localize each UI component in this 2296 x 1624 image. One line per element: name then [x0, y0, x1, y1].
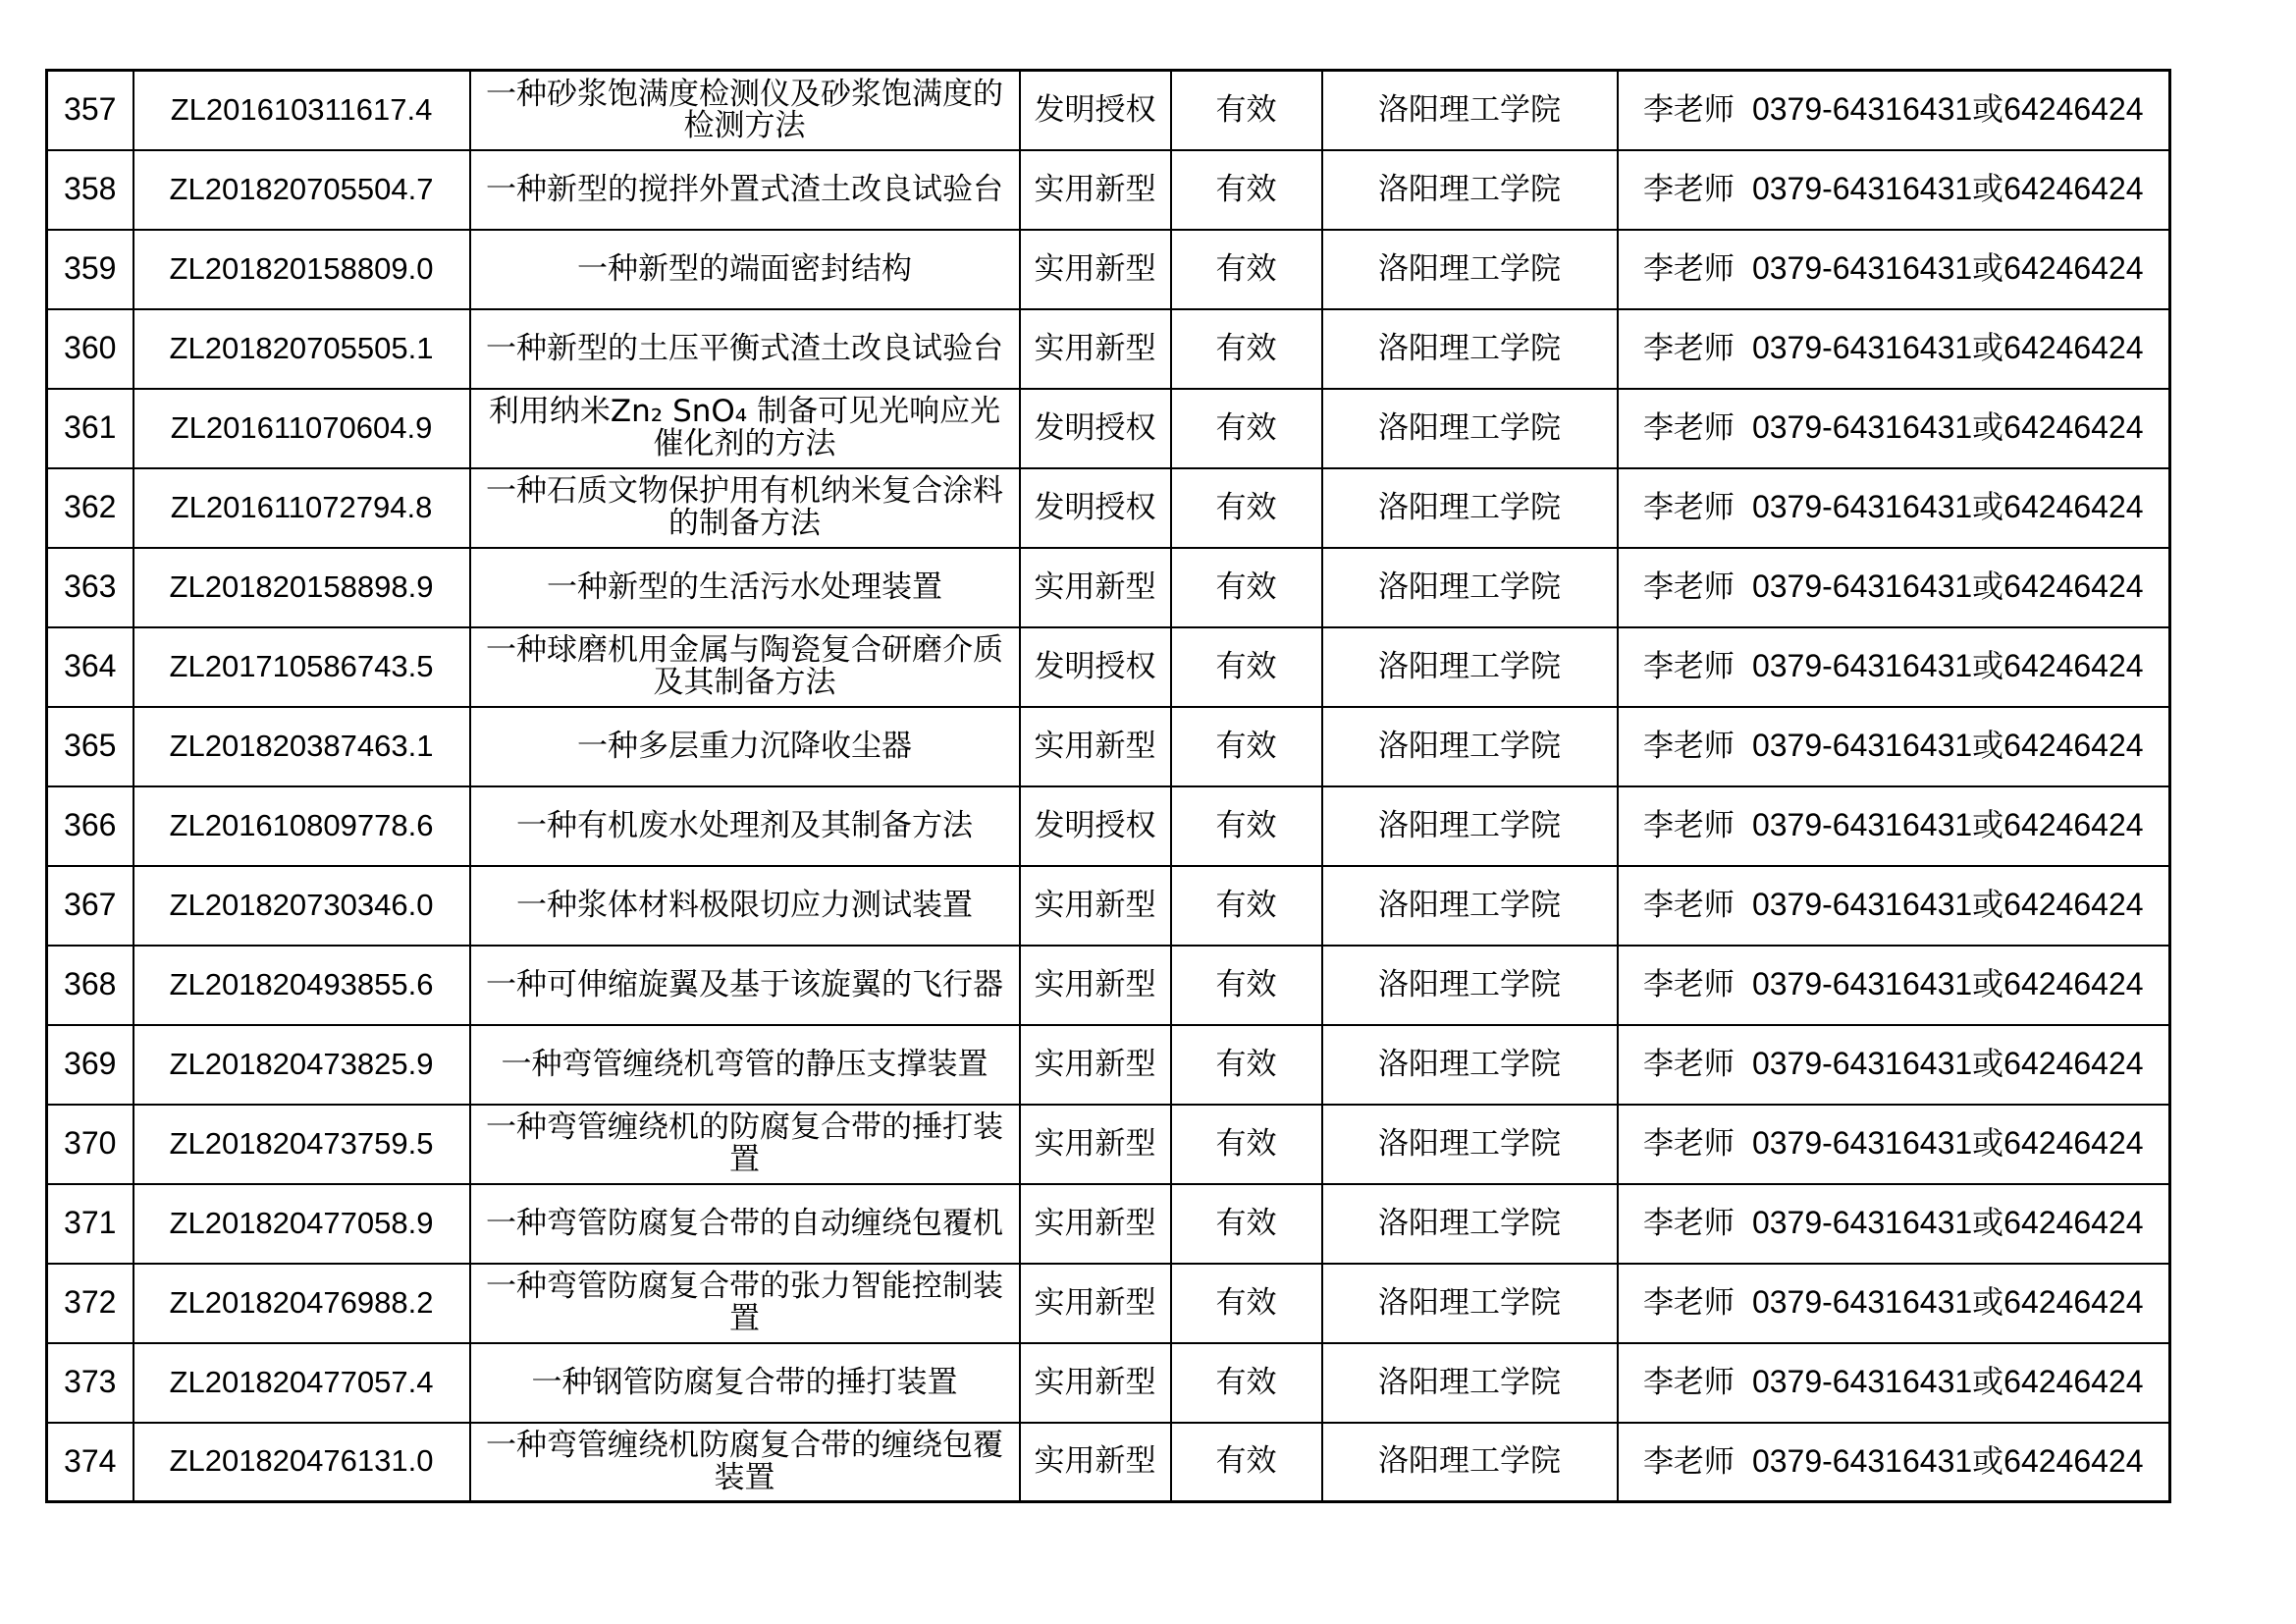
- patent-title: 一种弯管缠绕机的防腐复合带的捶打装置: [486, 1110, 1003, 1177]
- patent-type: 发明授权: [1034, 648, 1156, 684]
- row-number: 374: [64, 1442, 117, 1479]
- table-row: [47, 1025, 2170, 1105]
- patent-id: ZL201610311617.4: [170, 91, 433, 127]
- patent-title: 一种弯管防腐复合带的自动缠绕包覆机: [486, 1205, 1003, 1241]
- patent-owner: 洛阳理工学院: [1378, 91, 1561, 128]
- patent-id: ZL201820705504.7: [169, 171, 434, 206]
- table-row: [47, 1105, 2170, 1184]
- row-number: 371: [64, 1205, 117, 1241]
- patent-owner-cell: [1322, 1105, 1618, 1184]
- patent-status: 有效: [1215, 489, 1277, 525]
- contact-cell: [1618, 1264, 2170, 1343]
- patent-status: 有效: [1215, 1364, 1277, 1400]
- patent-owner: 洛阳理工学院: [1378, 171, 1561, 207]
- patent-title-cell: [470, 1025, 1020, 1105]
- patent-title-cell: [470, 1264, 1020, 1343]
- patent-status-cell: [1171, 150, 1322, 230]
- row-number: 369: [64, 1046, 117, 1082]
- patent-owner-cell: [1322, 866, 1618, 946]
- patent-status: 有效: [1215, 887, 1277, 923]
- patent-type-cell: [1020, 707, 1171, 786]
- patent-id: ZL201820476131.0: [169, 1443, 434, 1479]
- row-number-cell: [47, 1343, 133, 1423]
- patent-type: 实用新型: [1034, 568, 1156, 605]
- patent-table-body: [47, 71, 2170, 1502]
- table-row: [47, 309, 2170, 389]
- row-number: 365: [64, 728, 117, 764]
- row-number: 373: [64, 1364, 117, 1400]
- patent-owner: 洛阳理工学院: [1378, 966, 1561, 1002]
- patent-id-cell: [133, 71, 470, 150]
- table-row: [47, 786, 2170, 866]
- contact-name: 李老师: [1642, 729, 1735, 765]
- table-row: [47, 1264, 2170, 1343]
- patent-status: 有效: [1215, 91, 1277, 128]
- patent-type-cell: [1020, 230, 1171, 309]
- patent-owner-cell: [1322, 230, 1618, 309]
- contact-name: 李老师: [1642, 1285, 1735, 1322]
- row-number: 367: [64, 887, 117, 923]
- row-number-cell: [47, 230, 133, 309]
- contact-name: 李老师: [1642, 1126, 1735, 1163]
- patent-status: 有效: [1215, 728, 1277, 764]
- table-row: [47, 1343, 2170, 1423]
- patent-title-cell: [470, 71, 1020, 150]
- patent-title-cell: [470, 627, 1020, 707]
- contact-name: 李老师: [1642, 1047, 1735, 1083]
- patent-type: 发明授权: [1034, 807, 1156, 843]
- patent-title: 一种多层重力沉降收尘器: [577, 728, 912, 764]
- patent-type: 实用新型: [1034, 1205, 1156, 1241]
- patent-owner-cell: [1322, 1025, 1618, 1105]
- patent-status: 有效: [1215, 171, 1277, 207]
- patent-type-cell: [1020, 548, 1171, 627]
- contact-cell: [1618, 71, 2170, 150]
- patent-title-cell: [470, 786, 1020, 866]
- patent-id-cell: [133, 1105, 470, 1184]
- contact-name: 李老师: [1642, 888, 1735, 924]
- patent-status: 有效: [1215, 1205, 1277, 1241]
- contact-name: 李老师: [1642, 569, 1735, 606]
- patent-owner-cell: [1322, 1423, 1618, 1502]
- patent-title: 一种新型的端面密封结构: [577, 250, 912, 287]
- patent-type-cell: [1020, 1423, 1171, 1502]
- patent-list-sheet: [45, 69, 2168, 1503]
- patent-owner-cell: [1322, 1264, 1618, 1343]
- contact-phone: 0379-64316431或64246424: [1751, 1125, 2144, 1162]
- table-row: [47, 627, 2170, 707]
- row-number: 362: [64, 489, 117, 525]
- patent-type-cell: [1020, 309, 1171, 389]
- patent-title-cell: [470, 1423, 1020, 1502]
- patent-status-cell: [1171, 71, 1322, 150]
- patent-type-cell: [1020, 866, 1171, 946]
- patent-status: 有效: [1215, 1125, 1277, 1162]
- contact-cell: [1618, 627, 2170, 707]
- contact-cell: [1618, 786, 2170, 866]
- patent-title-cell: [470, 707, 1020, 786]
- patent-status-cell: [1171, 1423, 1322, 1502]
- patent-title: 一种砂浆饱满度检测仪及砂浆饱满度的检测方法: [486, 76, 1003, 144]
- patent-status-cell: [1171, 230, 1322, 309]
- table-row: [47, 866, 2170, 946]
- patent-id-cell: [133, 1423, 470, 1502]
- patent-id: ZL201820158898.9: [169, 568, 434, 604]
- row-number-cell: [47, 309, 133, 389]
- row-number: 359: [64, 250, 117, 287]
- contact-name: 李老师: [1642, 808, 1735, 844]
- table-row: [47, 1184, 2170, 1264]
- patent-owner: 洛阳理工学院: [1378, 648, 1561, 684]
- row-number: 363: [64, 568, 117, 605]
- patent-status-cell: [1171, 1264, 1322, 1343]
- patent-owner: 洛阳理工学院: [1378, 1364, 1561, 1400]
- patent-owner-cell: [1322, 389, 1618, 468]
- patent-type: 发明授权: [1034, 91, 1156, 128]
- row-number-cell: [47, 1264, 133, 1343]
- contact-phone: 0379-64316431或64246424: [1751, 966, 2144, 1002]
- row-number-cell: [47, 468, 133, 548]
- patent-title-cell: [470, 230, 1020, 309]
- patent-owner-cell: [1322, 150, 1618, 230]
- contact-phone: 0379-64316431或64246424: [1751, 91, 2144, 128]
- table-row: [47, 230, 2170, 309]
- row-number-cell: [47, 150, 133, 230]
- row-number-cell: [47, 1423, 133, 1502]
- patent-type: 实用新型: [1034, 887, 1156, 923]
- contact-phone: 0379-64316431或64246424: [1751, 568, 2144, 605]
- patent-type: 发明授权: [1034, 489, 1156, 525]
- contact-cell: [1618, 309, 2170, 389]
- patent-status-cell: [1171, 389, 1322, 468]
- patent-id-cell: [133, 150, 470, 230]
- row-number-cell: [47, 1025, 133, 1105]
- patent-type: 实用新型: [1034, 1443, 1156, 1480]
- patent-type: 实用新型: [1034, 1364, 1156, 1400]
- patent-title-cell: [470, 548, 1020, 627]
- patent-status-cell: [1171, 1105, 1322, 1184]
- table-row: [47, 946, 2170, 1025]
- patent-title: 一种石质文物保护用有机纳米复合涂料的制备方法: [486, 473, 1003, 541]
- contact-name: 李老师: [1642, 251, 1735, 288]
- row-number-cell: [47, 71, 133, 150]
- patent-type: 实用新型: [1034, 250, 1156, 287]
- patent-status-cell: [1171, 548, 1322, 627]
- patent-owner: 洛阳理工学院: [1378, 409, 1561, 446]
- patent-type-cell: [1020, 1105, 1171, 1184]
- patent-owner: 洛阳理工学院: [1378, 728, 1561, 764]
- contact-phone: 0379-64316431或64246424: [1751, 728, 2144, 764]
- contact-phone: 0379-64316431或64246424: [1751, 648, 2144, 684]
- patent-title: 一种弯管缠绕机弯管的静压支撑装置: [501, 1046, 988, 1082]
- patent-title: 一种弯管缠绕机防腐复合带的缠绕包覆装置: [486, 1428, 1003, 1495]
- patent-type-cell: [1020, 1184, 1171, 1264]
- patent-type-cell: [1020, 627, 1171, 707]
- patent-owner-cell: [1322, 71, 1618, 150]
- row-number-cell: [47, 389, 133, 468]
- patent-id: ZL201710586743.5: [169, 648, 434, 683]
- patent-title: 一种可伸缩旋翼及基于该旋翼的飞行器: [486, 966, 1003, 1002]
- contact-cell: [1618, 946, 2170, 1025]
- patent-id-cell: [133, 1025, 470, 1105]
- patent-title: 利用纳米Zn₂ SnO₄ 制备可见光响应光催化剂的方法: [488, 394, 1001, 461]
- contact-phone: 0379-64316431或64246424: [1751, 807, 2144, 843]
- contact-phone: 0379-64316431或64246424: [1751, 887, 2144, 923]
- contact-cell: [1618, 389, 2170, 468]
- contact-cell: [1618, 548, 2170, 627]
- row-number: 361: [64, 409, 117, 446]
- patent-id-cell: [133, 707, 470, 786]
- patent-status-cell: [1171, 1343, 1322, 1423]
- patent-status-cell: [1171, 946, 1322, 1025]
- patent-title-cell: [470, 468, 1020, 548]
- patent-type-cell: [1020, 71, 1171, 150]
- patent-id: ZL201820473825.9: [169, 1046, 434, 1081]
- patent-type-cell: [1020, 1264, 1171, 1343]
- contact-cell: [1618, 230, 2170, 309]
- patent-status-cell: [1171, 786, 1322, 866]
- contact-name: 李老师: [1642, 490, 1735, 526]
- patent-id: ZL201820158809.0: [169, 250, 434, 286]
- patent-id: ZL201820477058.9: [169, 1205, 434, 1240]
- patent-status: 有效: [1215, 807, 1277, 843]
- patent-status: 有效: [1215, 568, 1277, 605]
- patent-owner: 洛阳理工学院: [1378, 330, 1561, 366]
- patent-status: 有效: [1215, 409, 1277, 446]
- contact-phone: 0379-64316431或64246424: [1751, 250, 2144, 287]
- patent-owner: 洛阳理工学院: [1378, 568, 1561, 605]
- patent-type-cell: [1020, 786, 1171, 866]
- row-number-cell: [47, 866, 133, 946]
- contact-cell: [1618, 1423, 2170, 1502]
- contact-name: 李老师: [1642, 410, 1735, 447]
- patent-title-cell: [470, 866, 1020, 946]
- row-number-cell: [47, 1105, 133, 1184]
- patent-title: 一种新型的搅拌外置式渣土改良试验台: [486, 171, 1003, 207]
- table-row: [47, 389, 2170, 468]
- patent-owner: 洛阳理工学院: [1378, 1046, 1561, 1082]
- contact-name: 李老师: [1642, 172, 1735, 208]
- contact-cell: [1618, 1105, 2170, 1184]
- patent-status: 有效: [1215, 1046, 1277, 1082]
- patent-id: ZL201820387463.1: [169, 728, 434, 763]
- row-number-cell: [47, 1184, 133, 1264]
- patent-id-cell: [133, 548, 470, 627]
- contact-name: 李老师: [1642, 1443, 1735, 1480]
- contact-cell: [1618, 1025, 2170, 1105]
- row-number: 357: [64, 91, 117, 128]
- patent-status: 有效: [1215, 250, 1277, 287]
- patent-type-cell: [1020, 946, 1171, 1025]
- row-number: 360: [64, 330, 117, 366]
- contact-phone: 0379-64316431或64246424: [1751, 1046, 2144, 1082]
- patent-type: 实用新型: [1034, 728, 1156, 764]
- contact-name: 李老师: [1642, 967, 1735, 1003]
- patent-table: [45, 69, 2171, 1503]
- patent-title-cell: [470, 389, 1020, 468]
- patent-id: ZL201611070604.9: [170, 409, 433, 445]
- patent-type-cell: [1020, 468, 1171, 548]
- patent-status-cell: [1171, 1025, 1322, 1105]
- patent-id: ZL201610809778.6: [169, 807, 434, 842]
- patent-owner-cell: [1322, 627, 1618, 707]
- patent-id-cell: [133, 866, 470, 946]
- patent-status-cell: [1171, 309, 1322, 389]
- patent-title-cell: [470, 1184, 1020, 1264]
- patent-title-cell: [470, 1343, 1020, 1423]
- patent-id: ZL201820705505.1: [169, 330, 434, 365]
- patent-status-cell: [1171, 468, 1322, 548]
- patent-type: 实用新型: [1034, 171, 1156, 207]
- contact-phone: 0379-64316431或64246424: [1751, 1364, 2144, 1400]
- patent-owner: 洛阳理工学院: [1378, 1205, 1561, 1241]
- contact-phone: 0379-64316431或64246424: [1751, 1284, 2144, 1321]
- contact-phone: 0379-64316431或64246424: [1751, 489, 2144, 525]
- contact-name: 李老师: [1642, 331, 1735, 367]
- patent-title-cell: [470, 309, 1020, 389]
- row-number: 366: [64, 807, 117, 843]
- patent-id: ZL201820473759.5: [169, 1125, 434, 1161]
- row-number-cell: [47, 946, 133, 1025]
- patent-status-cell: [1171, 1184, 1322, 1264]
- row-number-cell: [47, 707, 133, 786]
- patent-status-cell: [1171, 627, 1322, 707]
- patent-owner-cell: [1322, 309, 1618, 389]
- patent-title-cell: [470, 1105, 1020, 1184]
- row-number: 358: [64, 171, 117, 207]
- contact-cell: [1618, 1343, 2170, 1423]
- row-number-cell: [47, 548, 133, 627]
- patent-id-cell: [133, 1264, 470, 1343]
- row-number: 368: [64, 966, 117, 1002]
- patent-type-cell: [1020, 1343, 1171, 1423]
- patent-title: 一种球磨机用金属与陶瓷复合研磨介质及其制备方法: [486, 632, 1003, 700]
- patent-owner: 洛阳理工学院: [1378, 489, 1561, 525]
- contact-cell: [1618, 1184, 2170, 1264]
- patent-owner: 洛阳理工学院: [1378, 250, 1561, 287]
- patent-status-cell: [1171, 707, 1322, 786]
- patent-type: 实用新型: [1034, 1046, 1156, 1082]
- contact-phone: 0379-64316431或64246424: [1751, 1442, 2144, 1479]
- patent-title: 一种有机废水处理剂及其制备方法: [516, 807, 973, 843]
- patent-title: 一种弯管防腐复合带的张力智能控制装置: [486, 1269, 1003, 1336]
- patent-owner: 洛阳理工学院: [1378, 1284, 1561, 1321]
- patent-id-cell: [133, 946, 470, 1025]
- row-number: 364: [64, 648, 117, 684]
- patent-status: 有效: [1215, 1443, 1277, 1480]
- patent-type: 实用新型: [1034, 330, 1156, 366]
- contact-name: 李老师: [1642, 92, 1735, 129]
- patent-status: 有效: [1215, 1284, 1277, 1321]
- row-number: 370: [64, 1125, 117, 1162]
- patent-type-cell: [1020, 389, 1171, 468]
- patent-owner-cell: [1322, 786, 1618, 866]
- contact-cell: [1618, 866, 2170, 946]
- patent-status: 有效: [1215, 330, 1277, 366]
- table-row: [47, 707, 2170, 786]
- patent-id-cell: [133, 309, 470, 389]
- table-row: [47, 548, 2170, 627]
- patent-id: ZL201820493855.6: [169, 966, 434, 1001]
- patent-owner-cell: [1322, 1184, 1618, 1264]
- patent-id: ZL201820477057.4: [169, 1364, 434, 1399]
- patent-id: ZL201611072794.8: [170, 489, 433, 524]
- patent-type-cell: [1020, 1025, 1171, 1105]
- patent-status-cell: [1171, 866, 1322, 946]
- patent-owner-cell: [1322, 707, 1618, 786]
- patent-title: 一种钢管防腐复合带的捶打装置: [531, 1364, 958, 1400]
- contact-name: 李老师: [1642, 1206, 1735, 1242]
- patent-title: 一种新型的生活污水处理装置: [547, 568, 942, 605]
- patent-id-cell: [133, 389, 470, 468]
- patent-id-cell: [133, 468, 470, 548]
- row-number: 372: [64, 1284, 117, 1321]
- patent-type: 实用新型: [1034, 1125, 1156, 1162]
- patent-owner: 洛阳理工学院: [1378, 1443, 1561, 1480]
- patent-id-cell: [133, 786, 470, 866]
- row-number-cell: [47, 627, 133, 707]
- patent-title: 一种新型的土压平衡式渣土改良试验台: [486, 330, 1003, 366]
- patent-owner-cell: [1322, 946, 1618, 1025]
- contact-cell: [1618, 707, 2170, 786]
- row-number-cell: [47, 786, 133, 866]
- patent-id-cell: [133, 627, 470, 707]
- patent-id-cell: [133, 1184, 470, 1264]
- patent-status: 有效: [1215, 966, 1277, 1002]
- patent-id: ZL201820476988.2: [169, 1284, 434, 1320]
- patent-type-cell: [1020, 150, 1171, 230]
- patent-type: 实用新型: [1034, 966, 1156, 1002]
- patent-owner: 洛阳理工学院: [1378, 807, 1561, 843]
- patent-id-cell: [133, 230, 470, 309]
- patent-owner-cell: [1322, 1343, 1618, 1423]
- contact-name: 李老师: [1642, 649, 1735, 685]
- table-row: [47, 1423, 2170, 1502]
- patent-status: 有效: [1215, 648, 1277, 684]
- patent-title: 一种浆体材料极限切应力测试装置: [516, 887, 973, 923]
- contact-cell: [1618, 150, 2170, 230]
- contact-phone: 0379-64316431或64246424: [1751, 409, 2144, 446]
- contact-phone: 0379-64316431或64246424: [1751, 330, 2144, 366]
- patent-owner: 洛阳理工学院: [1378, 887, 1561, 923]
- table-row: [47, 150, 2170, 230]
- table-row: [47, 468, 2170, 548]
- patent-type: 实用新型: [1034, 1284, 1156, 1321]
- patent-owner-cell: [1322, 468, 1618, 548]
- patent-type: 发明授权: [1034, 409, 1156, 446]
- patent-id: ZL201820730346.0: [169, 887, 434, 922]
- table-row: [47, 71, 2170, 150]
- contact-name: 李老师: [1642, 1365, 1735, 1401]
- patent-title-cell: [470, 150, 1020, 230]
- patent-title-cell: [470, 946, 1020, 1025]
- patent-owner: 洛阳理工学院: [1378, 1125, 1561, 1162]
- patent-id-cell: [133, 1343, 470, 1423]
- contact-phone: 0379-64316431或64246424: [1751, 1205, 2144, 1241]
- patent-owner-cell: [1322, 548, 1618, 627]
- contact-phone: 0379-64316431或64246424: [1751, 171, 2144, 207]
- contact-cell: [1618, 468, 2170, 548]
